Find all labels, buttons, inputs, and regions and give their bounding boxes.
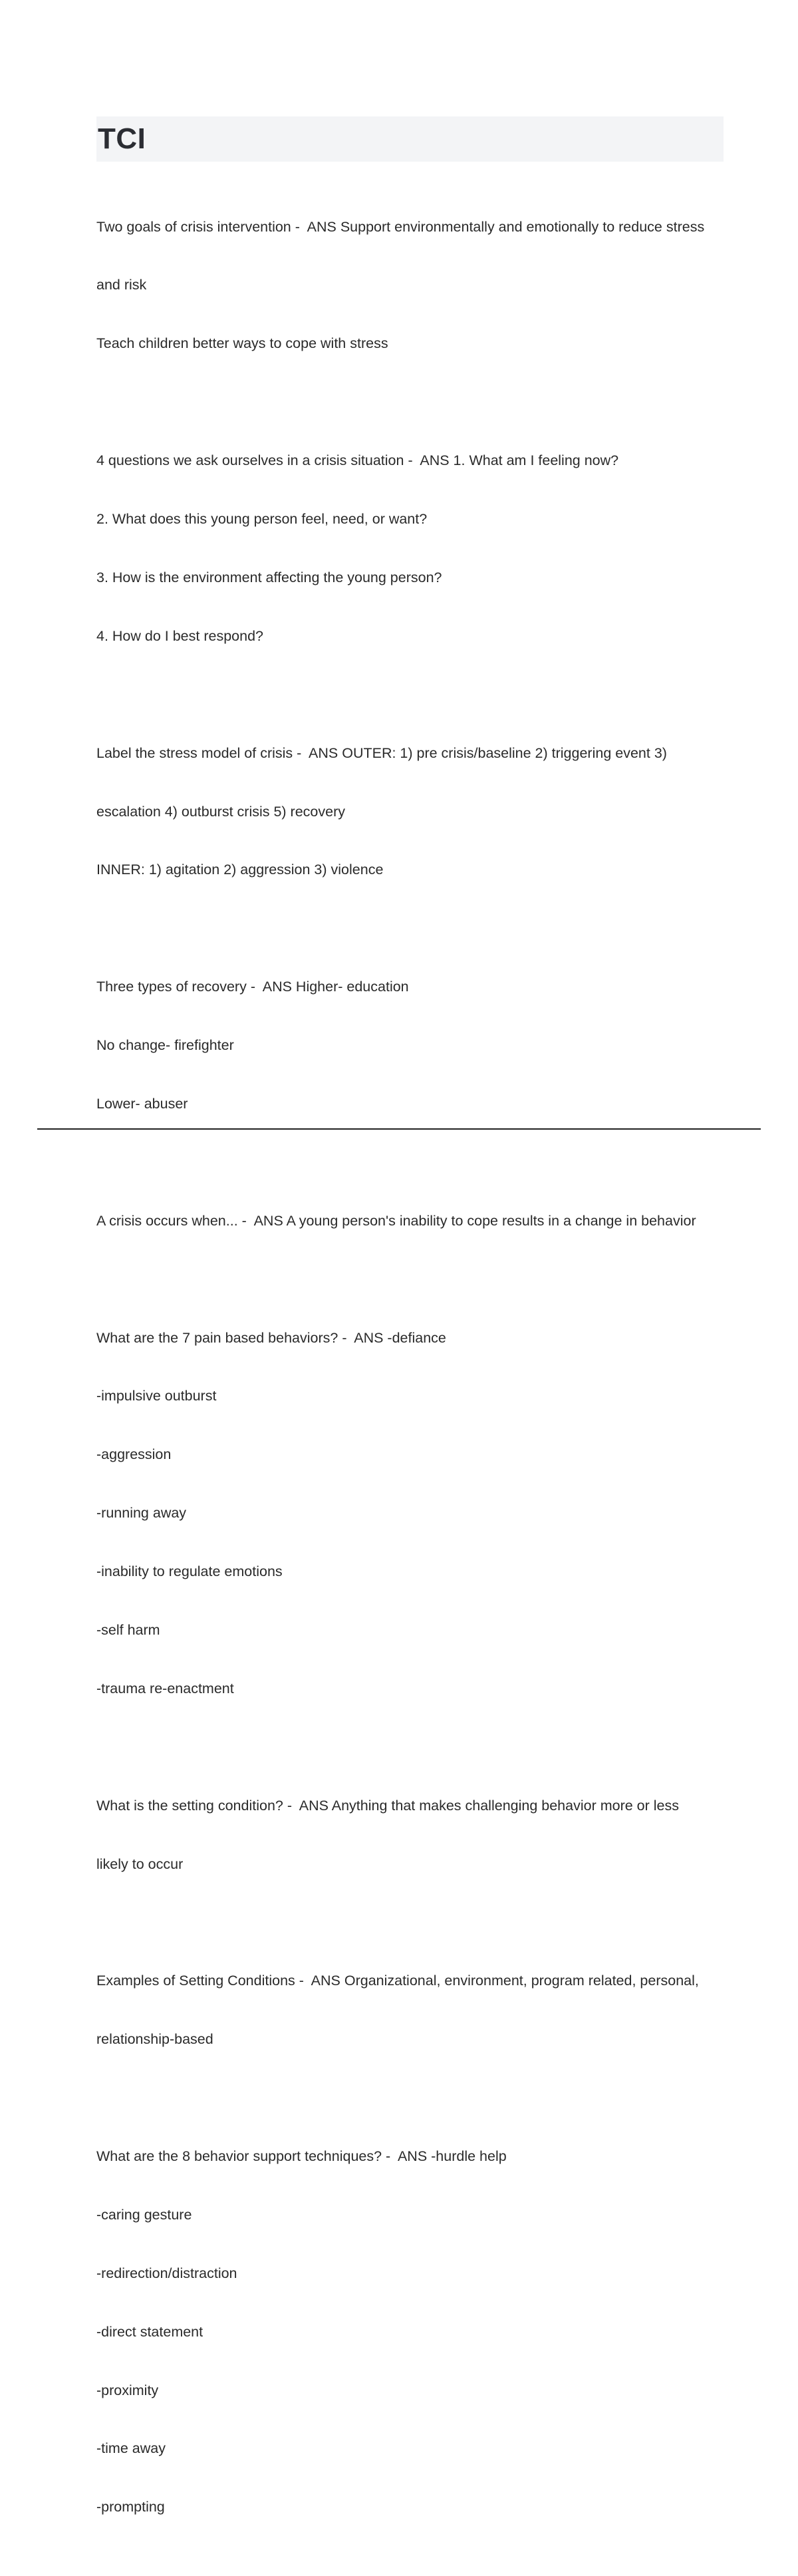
entry-line: -redirection/distraction — [96, 2265, 237, 2281]
entry-line: -prompting — [96, 2499, 165, 2515]
title-bar — [96, 116, 724, 162]
entry-line: and risk — [96, 277, 147, 293]
qa-entry — [96, 939, 725, 1153]
entry-line: 4 questions we ask ourselves in a crisis situation - ANS 1. What am I feeling now? — [96, 452, 619, 469]
footer-divider — [37, 1128, 761, 1130]
qa-entry — [96, 1289, 725, 1738]
qa-entry — [96, 1757, 725, 1913]
entry-line: Two goals of crisis intervention - ANS Support environmentally and emotionally to reduce stress — [96, 218, 705, 235]
entry-line: -impulsive outburst — [96, 1388, 217, 1404]
entry-line: INNER: 1) agitation 2) aggression 3) violence — [96, 862, 384, 878]
entry-line: Label the stress model of crisis - ANS OUTER: 1) pre crisis/baseline 2) triggering event 3) — [96, 744, 667, 761]
qa-entry — [96, 1172, 725, 1269]
entry-line: Three types of recovery - ANS Higher- education — [96, 979, 409, 995]
entry-line: relationship-based — [96, 2031, 213, 2048]
entry-line: -caring gesture — [96, 2206, 192, 2223]
entry-line: What is the setting condition? - ANS Anything that makes challenging behavior more or less — [96, 1797, 679, 1814]
entry-line: A crisis occurs when... - ANS A young person's inability to cope results in a change in behavior — [96, 1212, 696, 1229]
entry-line: 3. How is the environment affecting the young person? — [96, 569, 442, 585]
entry-line: -direct statement — [96, 2323, 203, 2340]
entry-line: -inability to regulate emotions — [96, 1563, 283, 1580]
entry-line: 2. What does this young person feel, need, or want? — [96, 511, 428, 528]
entry-line: -proximity — [96, 2382, 159, 2398]
entry-line: escalation 4) outburst crisis 5) recovery — [96, 803, 346, 820]
entry-line: Teach children better ways to cope with stress — [96, 335, 388, 352]
qa-entry — [96, 412, 725, 685]
qa-entry — [96, 1933, 725, 2088]
entry-line: -running away — [96, 1505, 187, 1522]
entry-line: -aggression — [96, 1446, 172, 1463]
page-title: TCI — [98, 122, 146, 155]
qa-entry — [96, 705, 725, 919]
entry-line: Lower- abuser — [96, 1095, 188, 1112]
entry-line: -time away — [96, 2440, 166, 2457]
entry-line: -self harm — [96, 1621, 160, 1638]
qa-entry — [96, 178, 725, 393]
entry-line: 4. How do I best respond? — [96, 627, 263, 644]
entry-line: Examples of Setting Conditions - ANS Organizational, environment, program related, personal, — [96, 1973, 699, 1989]
document-body — [96, 178, 725, 2576]
entry-line: likely to occur — [96, 1855, 184, 1872]
qa-entry — [96, 2108, 725, 2556]
entry-line: What are the 7 pain based behaviors? - ANS -defiance — [96, 1329, 446, 1346]
entry-line: What are the 8 behavior support techniques? - ANS -hurdle help — [96, 2148, 507, 2164]
entry-line: -trauma re-enactment — [96, 1680, 234, 1696]
entry-line: No change- firefighter — [96, 1037, 234, 1054]
